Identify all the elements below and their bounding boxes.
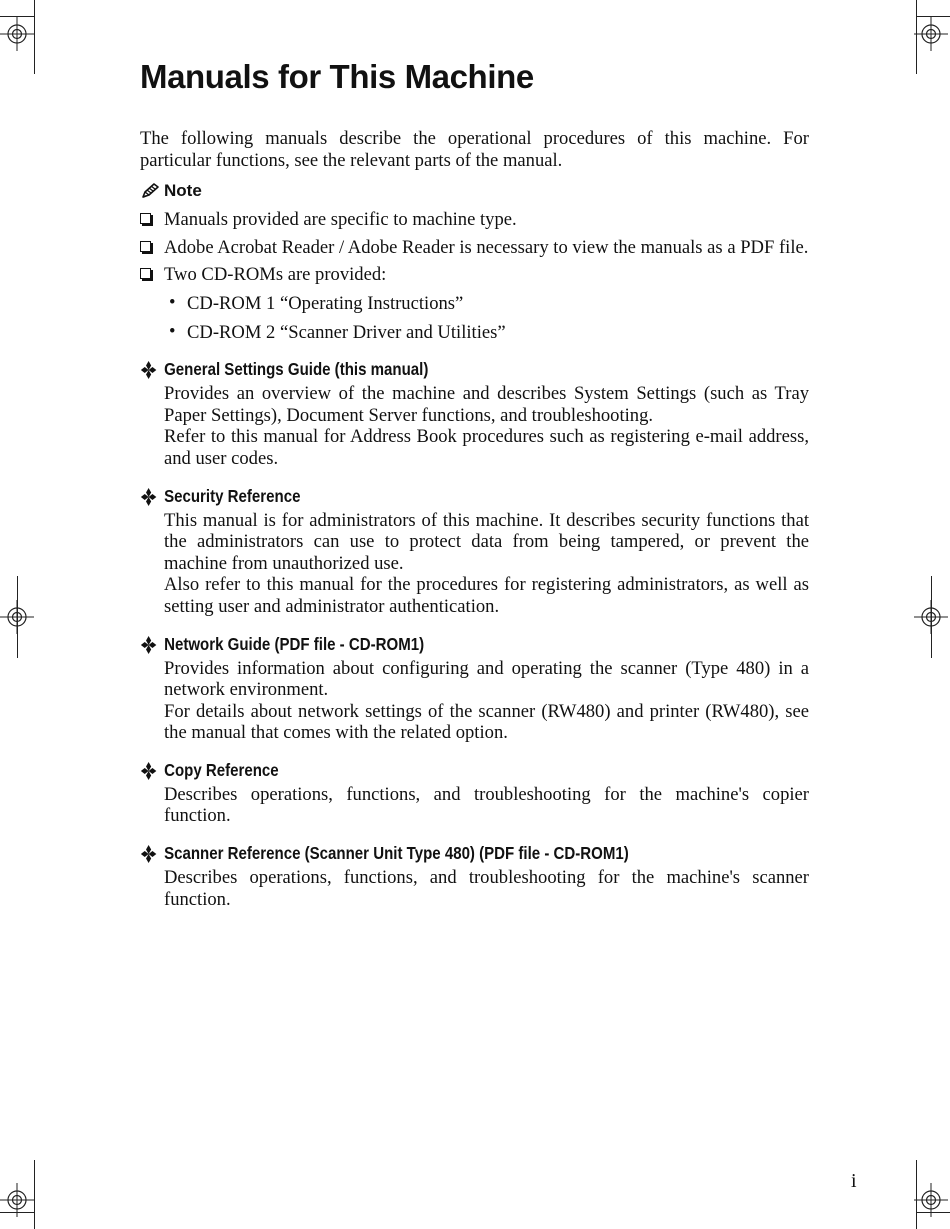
checkbox-bullet-icon (140, 241, 151, 252)
section-paragraph: This manual is for administrators of this machine. It describes security functions that the administrators can use to protect data from being tampered, or prevent the machine from unauthorized use. (164, 509, 809, 574)
note-item-text: Two CD-ROMs are provided: (164, 264, 387, 286)
section-title: Scanner Reference (Scanner Unit Type 480) (PDF file - CD-ROM1) (164, 843, 629, 864)
page-title: Manuals for This Machine (140, 58, 534, 95)
bullet-icon: • (169, 320, 176, 342)
note-heading-label: Note (164, 181, 202, 201)
note-item-text: Adobe Acrobat Reader / Adobe Reader is necessary to view the manuals as a PDF file. (164, 236, 809, 258)
trim-line (916, 0, 917, 74)
manual-section (140, 760, 809, 827)
cdrom-list (164, 293, 809, 343)
cdrom-item (164, 293, 809, 315)
manual-section (140, 486, 809, 618)
trim-line (916, 1160, 917, 1229)
trim-line (0, 16, 34, 17)
trim-line (34, 1160, 35, 1229)
section-paragraph: For details about network settings of the scanner (RW480) and printer (RW480), see the manual that comes with the related option. (164, 700, 809, 744)
section-title: Security Reference (164, 485, 301, 506)
trim-line (34, 0, 35, 74)
trim-line (0, 1212, 34, 1213)
section-heading (140, 634, 715, 656)
section-heading (140, 760, 715, 782)
section-heading (140, 486, 715, 508)
manual-section (140, 843, 809, 910)
section-body (140, 658, 809, 744)
note-item (140, 264, 809, 343)
section-body (140, 510, 809, 618)
note-item (140, 209, 809, 231)
pencil-icon (140, 182, 160, 200)
trim-line (916, 16, 950, 17)
section-paragraph: Describes operations, functions, and troubleshooting for the machine's copier function. (164, 783, 809, 827)
diamond-bullet-icon (140, 361, 157, 379)
section-title: Copy Reference (164, 760, 279, 781)
note-item-text: Manuals provided are specific to machine type. (164, 209, 517, 231)
cdrom-item-text: CD-ROM 2 “Scanner Driver and Utilities” (187, 321, 506, 343)
diamond-bullet-icon (140, 762, 157, 780)
bullet-icon: • (169, 291, 176, 313)
checkbox-bullet-icon (140, 213, 151, 224)
note-heading (140, 179, 809, 203)
section-heading (140, 359, 715, 381)
note-item (140, 237, 809, 259)
manual-section (140, 359, 809, 469)
diamond-bullet-icon (140, 845, 157, 863)
diamond-bullet-icon (140, 636, 157, 654)
registration-mark-top-left-icon (0, 17, 34, 51)
section-body (140, 784, 809, 827)
registration-mark-top-right-icon (914, 17, 948, 51)
section-paragraph: Refer to this manual for Address Book procedures such as registering e-mail address, and user codes. (164, 426, 809, 469)
trim-line (17, 576, 18, 658)
section-title: General Settings Guide (this manual) (164, 359, 429, 380)
trim-line (931, 576, 932, 658)
cdrom-item (164, 322, 809, 344)
section-paragraph: Also refer to this manual for the procedures for registering administrators, as well as setting user and administrator authentication. (164, 574, 809, 617)
section-body (140, 383, 809, 469)
intro-paragraph: The following manuals describe the operational procedures of this machine. For particular functions, see the relevant parts of the manual. (140, 128, 809, 171)
section-body (140, 867, 809, 910)
section-paragraph: Describes operations, functions, and troubleshooting for the machine's scanner function. (164, 867, 809, 910)
note-list (140, 209, 809, 343)
section-paragraph: Provides information about configuring and operating the scanner (Type 480) in a network environment. (164, 657, 809, 701)
section-paragraph: Provides an overview of the machine and describes System Settings (such as Tray Paper Settings), Document Server functions, and troubleshooting. (164, 383, 809, 426)
diamond-bullet-icon (140, 488, 157, 506)
page-number: i (851, 1170, 857, 1192)
trim-line (916, 1212, 950, 1213)
section-heading (140, 843, 715, 865)
manual-section (140, 634, 809, 744)
cdrom-item-text: CD-ROM 1 “Operating Instructions” (187, 292, 464, 314)
page-content (140, 128, 809, 910)
section-title: Network Guide (PDF file - CD-ROM1) (164, 633, 425, 654)
checkbox-bullet-icon (140, 268, 151, 279)
